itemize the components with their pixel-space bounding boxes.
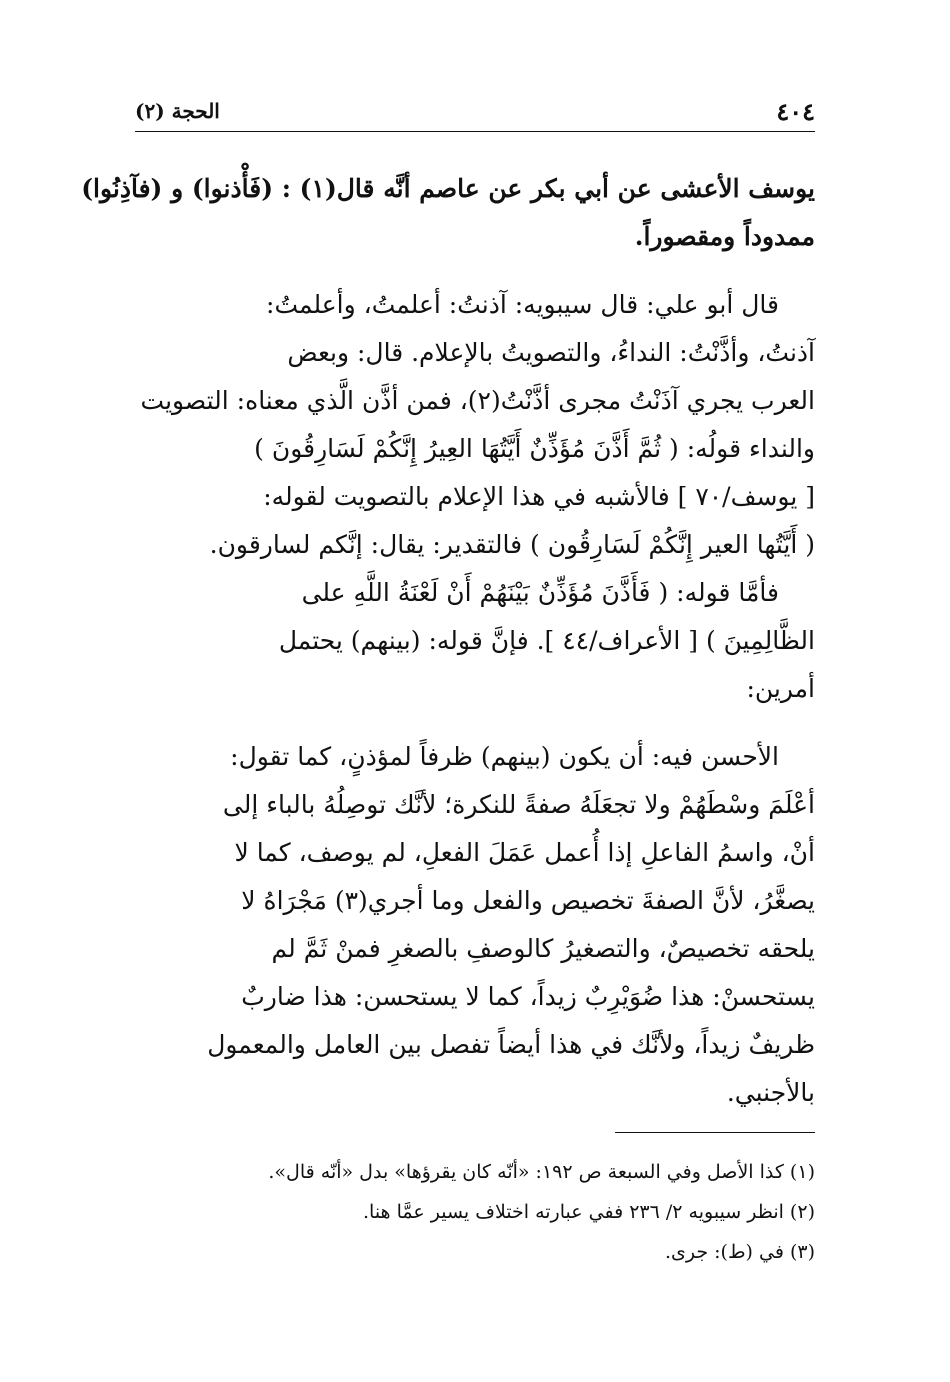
paragraph-3 [135,733,815,1117]
paragraph-1 [81,165,815,261]
text-line: ممدوداً ومقصوراً. [634,222,815,251]
text-line: أعْلَمَ وسْطَهُمْ ولا تجعَلَهُ صفةً للنكرة؛ لأنَّك توصِلُهُ بالباء إلى [222,790,815,819]
page-header [135,95,815,132]
footnote-3: (٣) في (ط): جرى. [664,1241,815,1263]
text-line: فأمَّا قوله: ( فَأَذَّنَ مُؤَذِّنٌ بَيْنَهُمْ أَنْ لَعْنَةُ اللَّهِ على [301,578,779,607]
text-line: ( أَيَّتُها العير إِنَّكُمْ لَسَارِقُون ) فالتقدير: يقال: إنَّكم لسارقون. [209,530,815,559]
text-line: قال أبو علي: قال سيبويه: آذنتُ: أعلمتُ، وأعلمتُ: [266,290,779,319]
body-text [81,165,815,1117]
page-number: ٤٠٤ [776,97,815,126]
footnote-1: (١) كذا الأصل وفي السبعة ص ١٩٢: «أنّه كان يقرؤها» بدل «أنّه قال». [268,1161,815,1183]
text-line: يوسف الأعشى عن أبي بكر عن عاصم أنَّه قال(١) : (فَأْذنوا) و (فآذِنُوا) [81,174,815,203]
footnote-divider [615,1132,815,1133]
text-line: ظريفٌ زيداً، ولأنَّك في هذا أيضاً تفصل بين العامل والمعمول [207,1030,815,1059]
footnotes [135,1152,815,1272]
text-line: بالأجنبي. [726,1078,815,1107]
text-line: أنْ، واسمُ الفاعلِ إذا أُعمل عَمَلَ الفعلِ، لم يوصف، كما لا [234,838,815,867]
text-line: أمرين: [746,674,815,703]
text-line: والنداء قولُه: ( ثُمَّ أَذَّنَ مُؤَذِّنٌ أَيَّتُهَا العِيرُ إِنَّكُمْ لَسَارِقُونَ ) [254,434,815,463]
footnote-2: (٢) انظر سيبويه ٢/ ٢٣٦ ففي عبارته اختلاف يسير عمَّا هنا. [362,1201,815,1223]
text-line: العرب يجري آذَنْتُ مجرى أذَّنْتُ(٢)، فمن أذَّن الَّذي معناه: التصويت [140,386,815,415]
text-line: آذنتُ، وأذَّنْتُ: النداءُ، والتصويتُ بالإعلام. قال: وبعض [287,338,815,367]
text-line: [ يوسف/٧٠ ] فالأشبه في هذا الإعلام بالتصويت لقوله: [263,482,815,511]
running-title: الحجة (٢) [135,99,220,123]
text-line: يصغَّرُ، لأنَّ الصفةَ تخصيص والفعل وما أجري(٣) مَجْرَاهُ لا [241,886,815,915]
text-line: الأحسن فيه: أن يكون (بينهم) ظرفاً لمؤذنٍ، كما تقول: [230,742,779,771]
text-line: يلحقه تخصيصٌ، والتصغيرُ كالوصفِ بالصغرِ فمنْ ثَمَّ لم [271,934,815,963]
text-line: الظَّالِمِينَ ) [ الأعراف/٤٤ ]. فإنَّ قوله: (بينهم) يحتمل [278,626,815,655]
text-line: يستحسنْ: هذا ضُوَيْرِبٌ زيداً، كما لا يستحسن: هذا ضاربٌ [241,982,815,1011]
paragraph-2 [135,281,815,713]
